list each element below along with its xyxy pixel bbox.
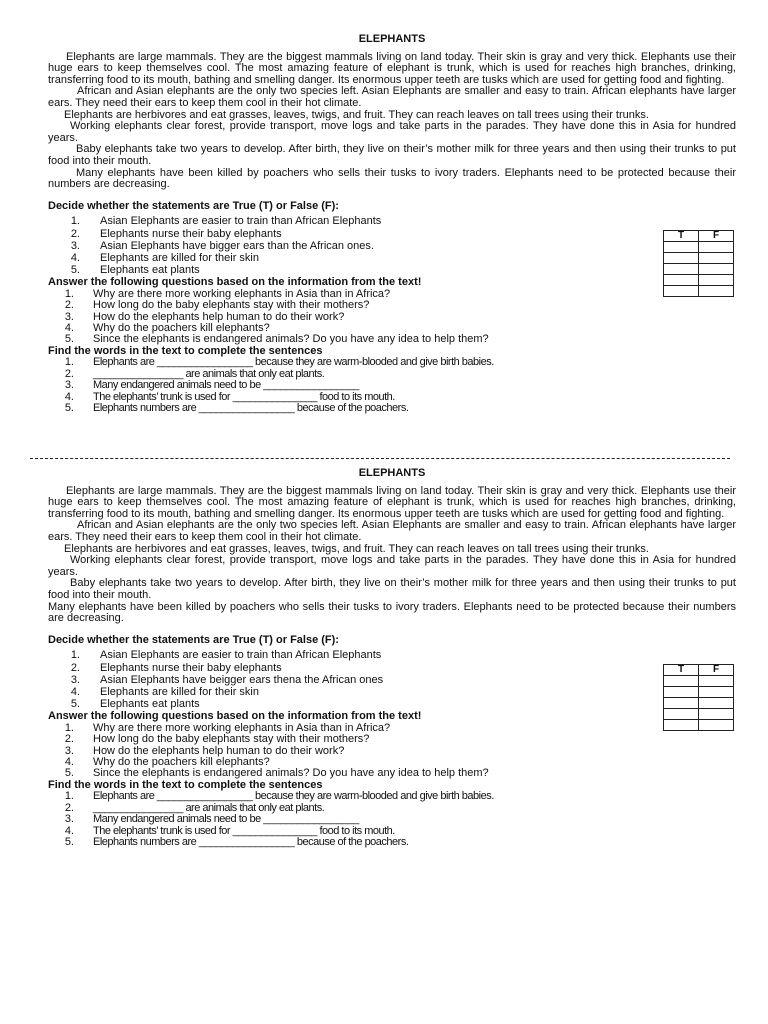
words-heading: Find the words in the text to complete the sentences: [48, 344, 323, 357]
item-number: 5.: [64, 767, 74, 780]
statement-list: [48, 650, 736, 711]
item-number: 5.: [64, 835, 74, 848]
answer-cell[interactable]: [699, 676, 734, 687]
item-number: 5.: [64, 401, 74, 414]
answer-cell[interactable]: [664, 253, 699, 264]
true-false-heading: Decide whether the statements are True (T) or False (F):: [48, 199, 339, 212]
item-number: 4.: [64, 756, 74, 769]
item-number: 2.: [70, 227, 80, 240]
list-item: [48, 403, 736, 414]
cut-line: [30, 458, 730, 459]
sentence-text: Elephants are _________________ because they are warm-blooded and give birth babies.: [93, 356, 494, 369]
question-text: Since the elephants is endangered animals? Do you have any idea to help them?: [93, 767, 489, 780]
paragraph: Elephants are large mammals. They are the biggest mammals living on land today. Their skin is gray and very thick. Elephants use their huge ears to keep themselves cool. The most amazing feature of elephant is trunk, which is used for reaches high branches, drinking, transferring food to its mouth, bathing and smelling danger. Its enormous upper teeth are tusks which are used for getting food and fighting.: [48, 484, 736, 520]
sentence-list: [48, 791, 736, 848]
item-number: 4.: [64, 390, 74, 403]
worksheet-1: [48, 34, 736, 414]
question-text: How do the elephants help human to do their work?: [93, 310, 345, 323]
question-text: How long do the baby elephants stay with their mothers?: [93, 733, 370, 746]
statement-text: Asian Elephants have bigger ears than the African ones.: [100, 239, 374, 252]
item-number: 4.: [64, 824, 74, 837]
sentence-text: Elephants numbers are _________________ because of the poachers.: [93, 835, 409, 848]
statement-text: Asian Elephants have beigger ears thena the African ones: [100, 673, 384, 686]
true-false-table: [663, 664, 734, 731]
answer-cell[interactable]: [699, 720, 734, 731]
item-number: 5.: [70, 264, 80, 277]
item-number: 1.: [70, 649, 80, 662]
item-number: 1.: [64, 721, 74, 734]
item-number: 2.: [70, 661, 80, 674]
item-number: 3.: [64, 379, 74, 392]
answer-cell[interactable]: [664, 264, 699, 275]
answer-cell[interactable]: [664, 687, 699, 698]
statement-text: Elephants are killed for their skin: [100, 685, 259, 698]
question-list: [48, 289, 736, 346]
item-number: 2.: [64, 733, 74, 746]
item-number: 1.: [70, 215, 80, 228]
false-column-header: F: [699, 665, 734, 676]
answer-cell[interactable]: [699, 264, 734, 275]
answer-cell[interactable]: [664, 709, 699, 720]
true-false-table: [663, 230, 734, 297]
paragraph: Elephants are herbivores and eat grasses, leaves, twigs, and fruit. They can reach leaves on tall trees using their trunks.: [64, 108, 649, 121]
answer-cell[interactable]: [664, 720, 699, 731]
item-number: 5.: [64, 333, 74, 346]
item-number: 2.: [64, 367, 74, 380]
sentence-text: The elephants’ trunk is used for _______________ food to its mouth.: [93, 824, 395, 837]
answer-cell[interactable]: [664, 275, 699, 286]
answer-cell[interactable]: [699, 286, 734, 297]
answer-cell[interactable]: [699, 709, 734, 720]
question-text: Why are there more working elephants in Asia than in Africa?: [93, 287, 391, 300]
paragraph: Baby elephants take two years to develop. After birth, they live on their’s mother milk for three years and then using their trunks to put food into their mouth.: [48, 577, 736, 601]
question-text: Why are there more working elephants in Asia than in Africa?: [93, 721, 391, 734]
questions-heading: Answer the following questions based on the information from the text!: [48, 276, 422, 289]
question-text: How do the elephants help human to do their work?: [93, 744, 345, 757]
list-item: [48, 768, 736, 779]
statement-text: Elephants eat plants: [100, 698, 200, 711]
item-number: 4.: [70, 685, 80, 698]
item-number: 3.: [64, 813, 74, 826]
question-text: How long do the baby elephants stay with their mothers?: [93, 299, 370, 312]
worksheet-title: ELEPHANTS: [358, 33, 426, 45]
item-number: 3.: [70, 239, 80, 252]
answer-cell[interactable]: [699, 698, 734, 709]
paragraph: Many elephants have been killed by poachers who sells their tusks to ivory traders. Elephants need to be protected because their numbers are decreasing.: [48, 166, 736, 191]
item-number: 2.: [64, 299, 74, 312]
statement-text: Elephants eat plants: [100, 264, 200, 277]
sentence-text: ________________ are animals that only eat plants.: [93, 801, 325, 814]
paragraph: Many elephants have been killed by poachers who sells their tusks to ivory traders. Elephants need to be protected because their numbers are decreasing.: [48, 600, 736, 625]
question-text: Why do the poachers kill elephants?: [93, 756, 270, 769]
statement-list: [48, 216, 736, 277]
list-item: [48, 265, 736, 277]
sentence-text: Elephants are _________________ because they are warm-blooded and give birth babies.: [93, 790, 494, 803]
list-item: [48, 699, 736, 711]
statement-text: Elephants are killed for their skin: [100, 251, 259, 264]
item-number: 3.: [70, 673, 80, 686]
true-column-header: T: [664, 665, 699, 676]
paragraph: Elephants are herbivores and eat grasses, leaves, twigs, and fruit. They can reach leaves on tall trees using their trunks.: [64, 542, 649, 555]
item-number: 1.: [64, 356, 74, 369]
item-number: 2.: [64, 801, 74, 814]
answer-cell[interactable]: [664, 242, 699, 253]
list-item: [48, 837, 736, 848]
item-number: 1.: [64, 790, 74, 803]
item-number: 5.: [70, 698, 80, 711]
question-text: Why do the poachers kill elephants?: [93, 322, 270, 335]
paragraph: Baby elephants take two years to develop. After birth, they live on their’s mother milk for three years and then using their trunks to put food into their mouth.: [48, 143, 736, 167]
statement-text: Elephants nurse their baby elephants: [100, 227, 282, 240]
statement-text: Asian Elephants are easier to train than African Elephants: [100, 215, 382, 228]
question-list: [48, 723, 736, 780]
answer-cell[interactable]: [699, 253, 734, 264]
sentence-text: Many endangered animals need to be _________________: [93, 813, 359, 826]
answer-cell[interactable]: [664, 286, 699, 297]
sentence-text: The elephants’ trunk is used for _______________ food to its mouth.: [93, 390, 395, 403]
paragraph: Working elephants clear forest, provide transport, move logs and take parts in the parades. They have done this in Asia for hundred years.: [48, 120, 736, 144]
paragraph: Elephants are large mammals. They are the biggest mammals living on land today. Their skin is gray and very thick. Elephants use their huge ears to keep themselves cool. The most amazing feature of elephant is trunk, which is used for reaches high branches, drinking, transferring food to its mouth, bathing and smelling danger. Its enormous upper teeth are tusks which are used for getting food and fighting.: [48, 50, 736, 86]
item-number: 3.: [64, 744, 74, 757]
paragraph: African and Asian elephants are the only two species left. Asian Elephants are smaller and easy to train. African elephants have larger ears. They need their ears to keep them cool in their hot climate.: [48, 85, 736, 109]
words-heading: Find the words in the text to complete the sentences: [48, 778, 323, 791]
worksheet-title: ELEPHANTS: [358, 467, 426, 479]
statement-text: Asian Elephants are easier to train than African Elephants: [100, 649, 382, 662]
answer-cell[interactable]: [699, 275, 734, 286]
sentence-text: ________________ are animals that only eat plants.: [93, 367, 325, 380]
true-false-heading: Decide whether the statements are True (T) or False (F):: [48, 633, 339, 646]
true-column-header: T: [664, 231, 699, 242]
paragraph: African and Asian elephants are the only two species left. Asian Elephants are smaller and easy to train. African elephants have larger ears. They need their ears to keep them cool in their hot climate.: [48, 519, 736, 543]
question-text: Since the elephants is endangered animals? Do you have any idea to help them?: [93, 333, 489, 346]
paragraph: Working elephants clear forest, provide transport, move logs and take parts in the parades. They have done this in Asia for hundred years.: [48, 554, 736, 578]
questions-heading: Answer the following questions based on the information from the text!: [48, 710, 422, 723]
item-number: 3.: [64, 310, 74, 323]
answer-cell[interactable]: [664, 698, 699, 709]
sentence-text: Elephants numbers are _________________ because of the poachers.: [93, 401, 409, 414]
worksheet-2: [48, 468, 736, 848]
item-number: 4.: [70, 251, 80, 264]
false-column-header: F: [699, 231, 734, 242]
answer-cell[interactable]: [699, 687, 734, 698]
statement-text: Elephants nurse their baby elephants: [100, 661, 282, 674]
item-number: 1.: [64, 287, 74, 300]
sentence-list: [48, 357, 736, 414]
item-number: 4.: [64, 322, 74, 335]
sentence-text: Many endangered animals need to be _________________: [93, 379, 359, 392]
list-item: [48, 334, 736, 345]
answer-cell[interactable]: [699, 242, 734, 253]
answer-cell[interactable]: [664, 676, 699, 687]
